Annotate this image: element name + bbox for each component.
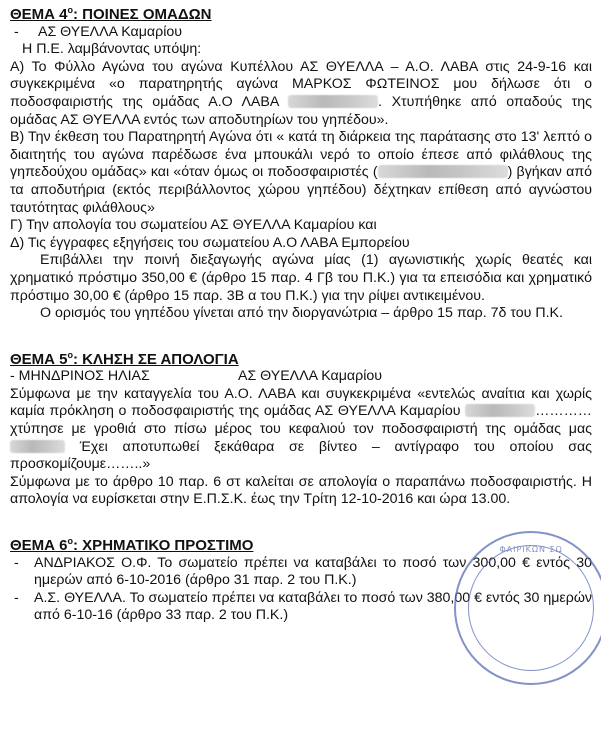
document-page [10, 2, 592, 625]
team-name: ΑΣ ΘΥΕΛΛΑ Καμαρίου [238, 368, 382, 385]
fine-item: - Α.Σ. ΘΥΕΛΛΑ. Το σωματείο πρέπει να καταβάλει το ποσό των 380,00 € εντός 30 ημερών από 6-10-16 (άρθρο 33 παρ. 2 του Π.Κ.) [10, 590, 592, 625]
section-5-player-line [10, 368, 592, 386]
dash-bullet: - [14, 23, 19, 40]
section-4-item-b: Β) Την έκθεση του Παρατηρητή Αγώνα ότι « κατά τη διάρκεια της παράτασης στο 13' λεπτό ο διαιτητής του αγώνα παρέδωσε ένα μπουκάλι νερό το οποίο έπεσε από φιλάθλους της γηπεδούχου ομάδας» και «όταν όμως οι ποδοσφαιριστές ( ) βγήκαν από τα αποδυτήρια (εκτός περιβάλλοντος χώρου γηπέδου) δέχτηκαν επίθεση από αγνώστου ταυτότητας φιλάθλους» [10, 129, 592, 216]
section-4-item-c: Γ) Την απολογία του σωματείου ΑΣ ΘΥΕΛΛΑ Καμαρίου και [10, 217, 377, 234]
section-4-item-a: Α) Το Φύλλο Αγώνα του αγώνα Κυπέλλου ΑΣ ΘΥΕΛΛΑ – Α.Ο. ΛΑΒΑ στις 24-9-16 και συγκεκριμένα «ο παρατηρητής αγώνα ΜΑΡΚΟΣ ΦΩΤΕΙΝΟΣ μου δήλωσε ότι ο ποδοσφαιριστής της ομάδας Α.Ο ΛΑΒΑ . Χτυπήθηκε από οπαδούς της ομάδας ΑΣ ΘΥΕΛΛΑ εντός των αποδυτηρίων του γηπέδου». [10, 58, 592, 128]
dash-bullet: - [14, 554, 19, 571]
spacer [10, 509, 592, 533]
section-5-heading: ΘΕΜΑ $5^o$: ΚΛΗΣΗ ΣΕ ΑΠΟΛΟΓΙΑ [10, 349, 239, 368]
team-name: ΑΣ ΘΥΕΛΛΑ Καμαρίου [38, 23, 182, 40]
section-6-heading: ΘΕΜΑ $6^o$: ΧΡΗΜΑΤΙΚΟ ΠΡΟΣΤΙΜΟ [10, 536, 254, 555]
official-stamp [454, 531, 601, 685]
redacted-name [10, 440, 65, 453]
spacer [10, 323, 592, 347]
section-4-venue: Ο ορισμός του γηπέδου γίνεται από την διοργανώτρια – άρθρο 15 παρ. 7δ του Π.Κ. [40, 305, 563, 322]
dash-bullet: - [14, 589, 19, 606]
redacted-name [288, 95, 378, 108]
section-4-team [10, 24, 592, 42]
section-4-intro: Η Π.Ε. λαμβάνοντας υπόψη: [22, 41, 202, 58]
redacted-name [465, 404, 535, 417]
section-5-summons: Σύμφωνα με το άρθρο 10 παρ. 6 στ καλείται σε απολογία ο παραπάνω ποδοσφαιριστής. Η απολογία να ευρίσκεται στην Ε.Π.Σ.Κ. έως την Τρίτη 12-10-2016 και ώρα 13.00. [10, 473, 592, 508]
player-name: - ΜΗΝΔΡΙΝΟΣ ΗΛΙΑΣ [10, 368, 150, 385]
section-5-body: Σύμφωνα με την καταγγελία του Α.Ο. ΛΑΒΑ και συγκεκριμένα «εντελώς αναίτια και χωρίς καμία πρόκληση ο ποδοσφαιριστής της ομάδας ΑΣ ΘΥΕΛΛΑ Καμαρίου …………χτύπησε με γροθιά στο πίσω μέρος του κεφαλιού τον ποδοσφαιριστή της ομάδας μας Έχει αποτυπωθεί ξεκάθαρα σε βίντεο – αντίγραφο του οποίου σας προσκομίζουμε……..» [10, 385, 592, 473]
section-4-item-d: Δ) Τις έγγραφες εξηγήσεις του σωματείου Α.Ο ΛΑΒΑ Εμπορείου [10, 234, 410, 251]
stamp-text: ΦΑΙΡΙΚΩΝ ΣΩ [499, 545, 563, 554]
section-4-decision: Επιβάλλει την ποινή διεξαγωγής αγώνα μίας (1) αγωνιστικής χωρίς θεατές και χρηματικό πρόστιμο 350,00 € (άρθρο 15 παρ. 4 Γβ του Π.Κ.) για τα επεισόδια και χρηματικό πρόστιμο 30,00 € (άρθρο 15 παρ. 3Β α του Π.Κ.) για την ρίψει αντικειμένου. [10, 252, 592, 304]
section-4-heading: ΘΕΜΑ $4^o$: ΠΟΙΝΕΣ ΟΜΑΔΩΝ [10, 5, 212, 23]
fine-item: - ΑΝΔΡΙΑΚΟΣ Ο.Φ. Το σωματείο πρέπει να καταβάλει το ποσό των 300,00 € εντός 30 ημερών από 6-10-2016 (άρθρο 31 παρ. 2 του Π.Κ.) [10, 555, 592, 590]
stamp-inner-ring [468, 545, 594, 671]
redacted-name [378, 165, 508, 178]
